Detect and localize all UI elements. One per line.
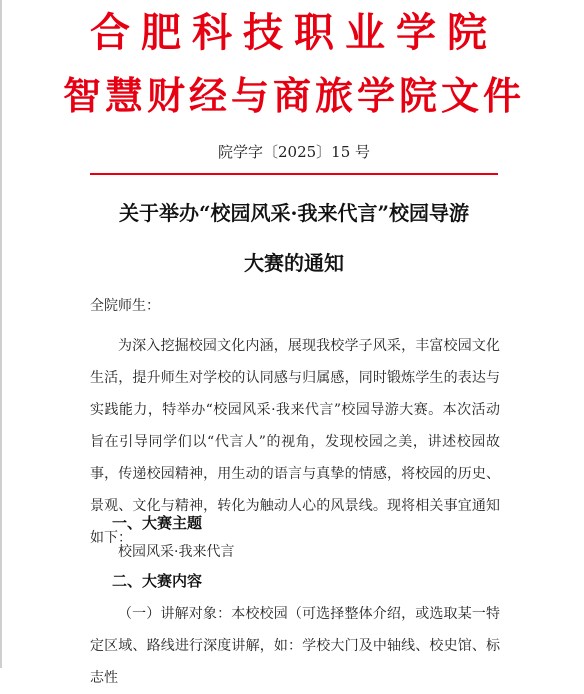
red-divider-line <box>90 173 498 175</box>
theme-text: 校园风采·我来代言 <box>118 544 235 560</box>
notice-title-line-2: 大赛的通知 <box>244 251 344 275</box>
intro-paragraph: 为深入挖掘校园文化内涵，展现我校学子风采，丰富校园文化生活，提升师生对学校的认同感与归属感，同时锻炼学生的表达与实践能力，特举办“校园风采·我来代言”校园导游大赛。本次活动旨在引导同学们以“代言人”的视角，发现校园之美，讲述校园故事，传递校园精神，用生动的语言与真挚的情感，将校园的历史、景观、文化与精神，转化为触动人心的风景线。现将相关事宜通知如下： <box>90 338 500 546</box>
content-paragraph: （一）讲解对象：本校校园（可选择整体介绍，或选取某一特定区域、路线进行深度讲解，如：学校大门及中轴线、校史馆、标志性 <box>90 606 500 686</box>
document-header-title: 智慧财经与商旅学院文件 <box>62 73 525 118</box>
issuer-name: 合肥科技职业学院 <box>90 9 498 56</box>
document-number: 院学字〔2025〕15 号 <box>217 143 371 161</box>
salutation: 全院师生： <box>90 298 160 314</box>
section-heading-theme: 一、大赛主题 <box>112 514 203 532</box>
section-heading-content: 二、大赛内容 <box>112 572 203 590</box>
notice-title-line-1: 关于举办“校园风采·我来代言”校园导游 <box>119 201 469 225</box>
